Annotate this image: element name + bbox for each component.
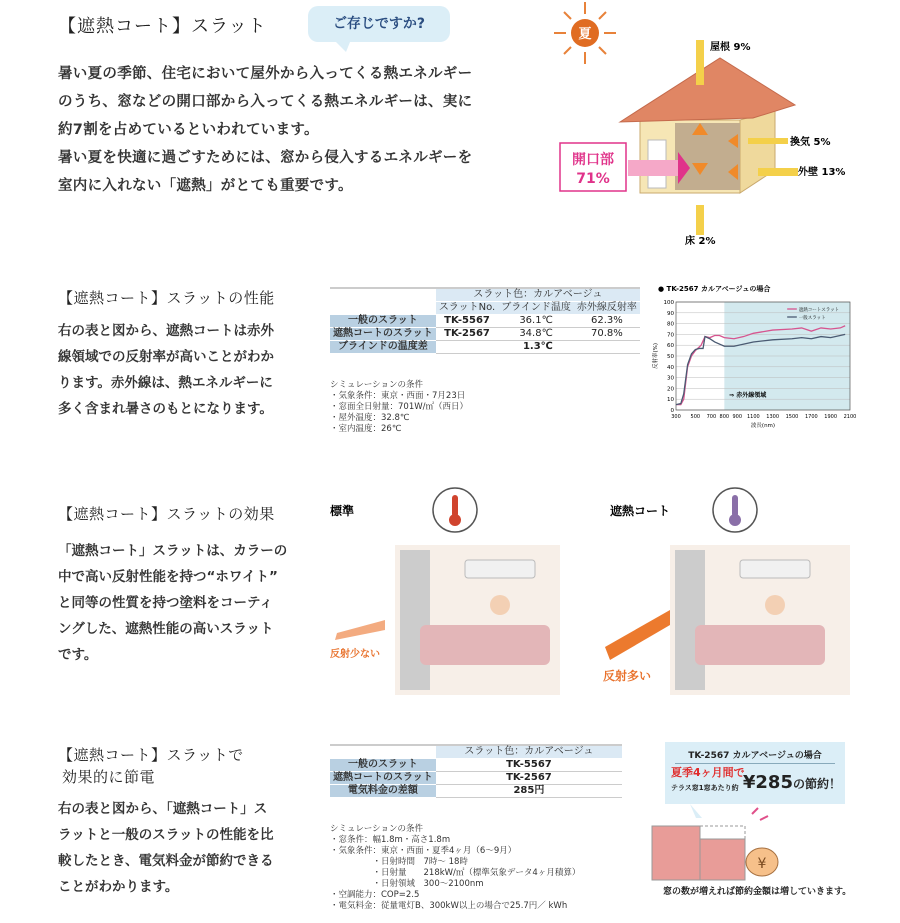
text-line: 暑い夏を快適に過ごすためには、窓から侵入するエネルギーを: [58, 150, 473, 166]
infrared-region-label: ⇒ 赤外線領域: [729, 392, 767, 400]
table-group-header: スラット色：カルアベージュ: [436, 288, 640, 302]
x-tick-label: 1100: [746, 414, 760, 420]
table-row: 一般のスラット TK-5567: [330, 759, 622, 772]
house-heat-diagram: [540, 0, 860, 250]
legend-label: 遮熱コートスラット: [798, 308, 840, 313]
text-line: と同等の性質を持つ塗料をコーティ: [58, 595, 273, 611]
table-row: 一般のスラット TK-5567 36.1℃ 62.3%: [330, 315, 640, 328]
opening-percent: 71%: [576, 171, 610, 187]
text-line: ラットと一般のスラットの性能を比: [58, 827, 274, 843]
y-tick-label: 10: [667, 397, 674, 404]
effect-illustration: [325, 485, 855, 705]
y-tick-label: 90: [667, 310, 674, 317]
text-line: ングした、遮熱性能の高いスラット: [58, 621, 274, 637]
opening-label: 開口部: [572, 152, 614, 168]
x-tick-label: 500: [690, 414, 701, 420]
text-line: 室内に入れない「遮熱」がとても重要です。: [58, 178, 353, 194]
section2-text: [58, 318, 318, 422]
text-line: 較したとき、電気料金が節約できる: [58, 853, 274, 869]
performance-block: [330, 287, 640, 446]
roof-label: 屋根 9%: [710, 42, 751, 53]
section3-title: 【遮熱コート】スラットの効果: [58, 505, 275, 523]
high-reflection-label: 反射多い: [603, 669, 652, 683]
text-line: 約7割を占めているといわれています。: [58, 122, 319, 138]
text-line: です。: [58, 647, 98, 663]
y-tick-label: 30: [667, 375, 674, 382]
performance-table: [330, 287, 640, 354]
x-tick-label: 800: [719, 414, 730, 420]
x-tick-label: 1700: [804, 414, 818, 420]
text-line: 線領域での反射率が高いことがわか: [58, 349, 274, 365]
savings-block: [330, 744, 622, 923]
low-reflection-label: 反射少ない: [330, 649, 380, 660]
standard-room-illustration: [330, 488, 560, 695]
table-row: 遮熱コートのスラット TK-2567: [330, 772, 622, 785]
y-tick-label: 80: [667, 321, 674, 328]
legend-label: 一般スラット: [798, 316, 826, 321]
savings-note: 窓の数が増えれば節約金額は増していきます。: [663, 887, 852, 897]
section3-text: [58, 538, 318, 668]
x-tick-label: 900: [732, 414, 743, 420]
x-tick-label: 1500: [785, 414, 799, 420]
coated-label: 遮熱コート: [610, 504, 671, 518]
x-axis-label: 波長(nm): [750, 423, 776, 429]
wall-label: 外壁 13%: [798, 167, 846, 178]
text-line: のうち、窓などの開口部から入ってくる熱エネルギーは、実に: [58, 94, 473, 110]
section4-text: [58, 796, 318, 900]
sun-label: 夏: [578, 27, 592, 42]
column-header: ブラインド温度: [498, 302, 574, 315]
section2-title: 【遮熱コート】スラットの性能: [58, 289, 275, 307]
y-tick-label: 40: [667, 364, 674, 371]
chart-title: ● TK-2567 カルアベージュの場合: [658, 285, 771, 293]
y-tick-label: 60: [667, 343, 674, 350]
reflectance-chart: [650, 280, 860, 432]
y-axis-label: 反射率(%): [653, 342, 659, 370]
x-tick-label: 700: [706, 414, 717, 420]
x-tick-label: 2100: [843, 414, 857, 420]
section1-title: 【遮熱コート】スラット: [58, 16, 267, 37]
y-tick-label: 50: [667, 354, 674, 360]
y-tick-label: 20: [667, 386, 674, 393]
y-tick-label: 70: [667, 332, 674, 339]
table-row: 電気料金の差額 285円: [330, 785, 622, 798]
text-line: ります。赤外線は、熱エネルギーに: [58, 375, 273, 391]
column-header: 赤外線反射率: [574, 302, 640, 315]
text-line: 右の表と図から、遮熱コートは赤外: [58, 323, 274, 339]
text-line: 暑い夏の季節、住宅において屋外から入ってくる熱エネルギー: [58, 66, 473, 82]
vent-label: 換気 5%: [790, 137, 831, 148]
y-tick-label: 100: [663, 300, 674, 306]
savings-illustration: [650, 804, 850, 882]
section4-title: 【遮熱コート】スラットで 効果的に節電: [58, 746, 244, 786]
floor-label: 床 2%: [685, 236, 716, 247]
text-line: 中で高い反射性能を持つ“ホワイト”: [58, 569, 278, 585]
x-tick-label: 300: [671, 414, 681, 420]
text-line: 「遮熱コート」スラットは、カラーの: [58, 543, 288, 559]
simulation-conditions: シミュレーションの条件 ・気象条件：東京・西面・7月23日 ・窓面全日射量：701W/㎡（西日） ・屋外温度：32.8℃ ・室内温度：26℃: [330, 380, 468, 434]
table-row: ブラインドの温度差 1.3℃: [330, 341, 640, 354]
savings-callout: TK-2567 カルアベージュの場合 夏季4ヶ月間で テラス窓1窓あたり約 ¥285の節約！: [665, 742, 845, 804]
text-line: 右の表と図から、「遮熱コート」ス: [58, 801, 268, 817]
text-line: 多く含まれ暑さのもとになります。: [58, 401, 273, 417]
x-tick-label: 1900: [824, 414, 838, 420]
column-header: スラットNo.: [436, 302, 498, 315]
table-row: 遮熱コートのスラット TK-2567 34.8℃ 70.8%: [330, 328, 640, 341]
x-tick-label: 1300: [766, 414, 780, 420]
did-you-know-bubble: ご存じですか?: [308, 6, 450, 42]
simulation-conditions: シミュレーションの条件 ・窓条件：幅1.8m・高さ1.8m ・気象条件：東京・西面・夏季4ヶ月（6～9月） ・日射時間 7時～ 18時 ・日射量 218kW/㎡（標準気象データ4ヶ月積算） ・日射領域 300～2100nm ・空調能力：COP=2.5 ・電気料金：従量電灯B、300kW以上の場合で25.7円／ kWh: [330, 824, 581, 911]
text-line: ことがわかります。: [58, 879, 179, 895]
y-tick-label: 0: [670, 408, 674, 414]
savings-table: スラット色：カルアベージュ 一般のスラット TK-5567 遮熱コートのスラット TK-2567 電気料金の差額 285円: [330, 744, 622, 798]
section1-text: [58, 60, 538, 200]
svg-text:¥: ¥: [757, 856, 767, 872]
standard-label: 標準: [330, 504, 355, 518]
coated-room-illustration: [603, 488, 850, 695]
